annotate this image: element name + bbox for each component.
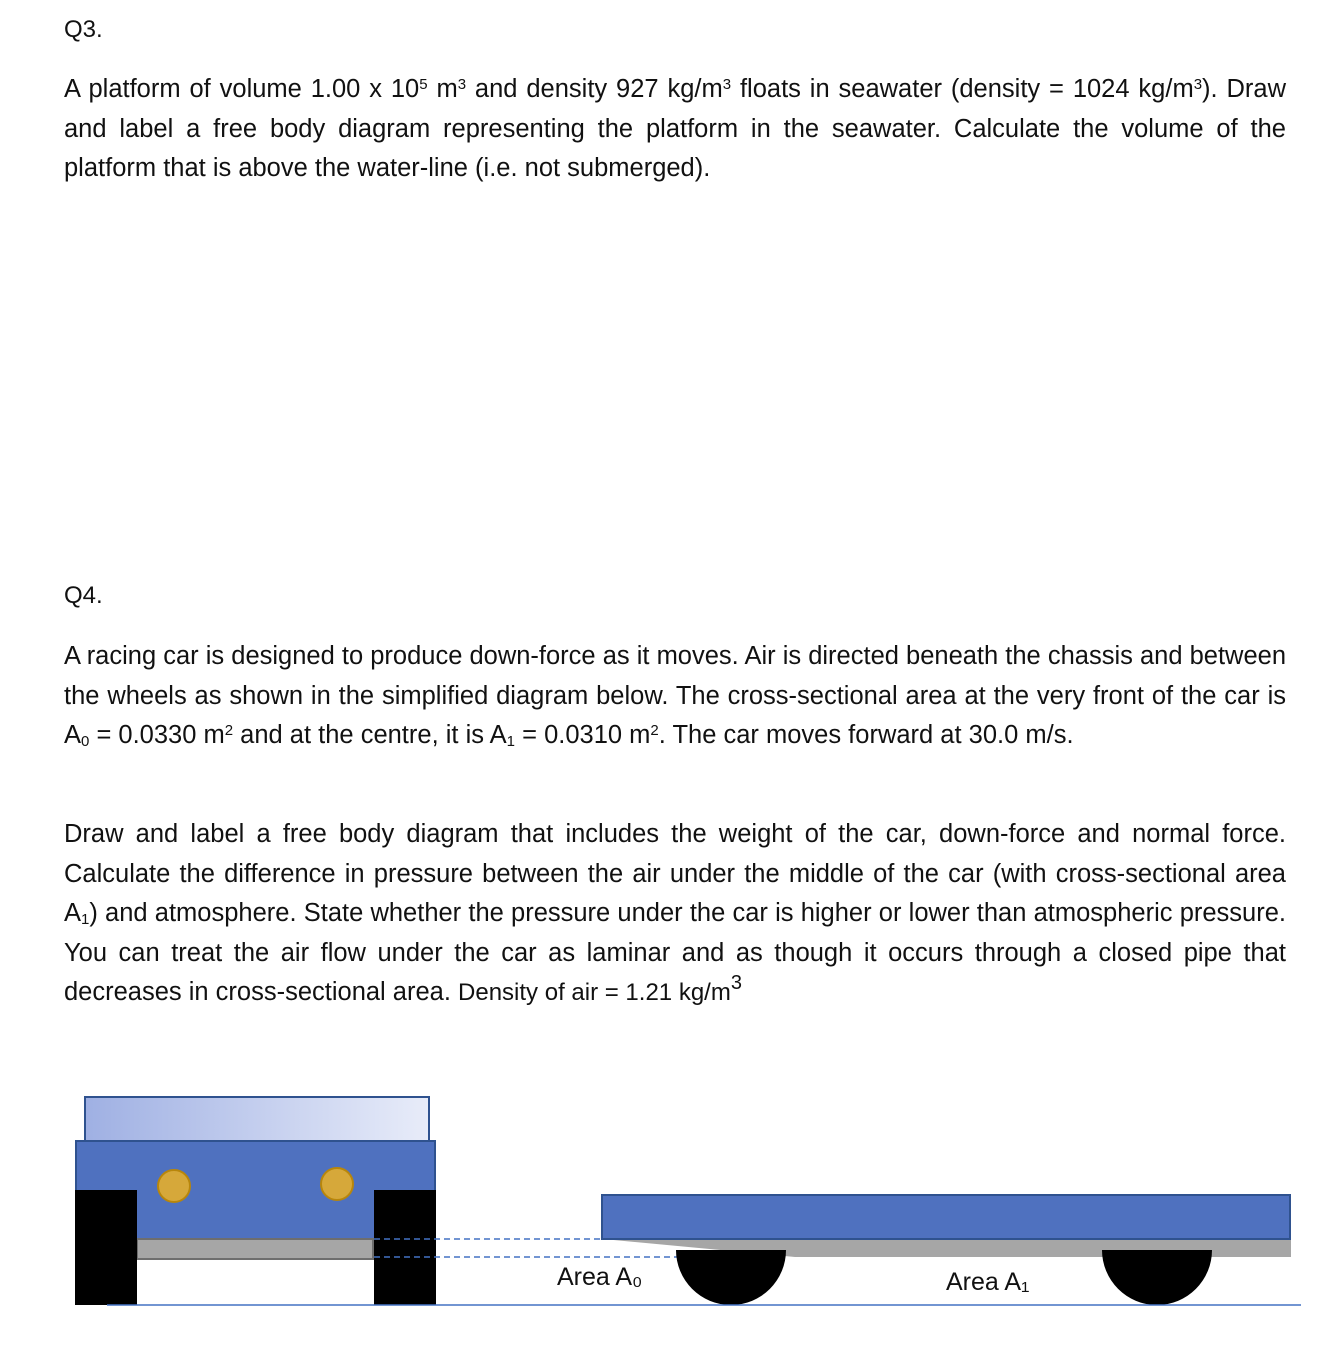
question-4-paragraph-1: A racing car is designed to produce down-force as it moves. Air is directed beneath the chassis and between the wheels as shown in the simplified diagram below. The cross-sectional area at the very front of the car is $A_0 = 0.0330$ $m^2$ and at the centre, it is $A_1 = 0.0310$ $m^2$. The car moves forward at 30.0 m/s. <box>64 642 1286 750</box>
question-3-label: Q3. <box>64 16 103 43</box>
windscreen <box>85 1097 429 1143</box>
car-front-view <box>75 1097 436 1305</box>
area-a0-label: Area A₀ <box>557 1263 643 1291</box>
side-body <box>602 1195 1290 1239</box>
question-3-text: A platform of volume 1.00 x $10^5$ $m^3$ and density 927 $kg/m^3$ floats in seawater (density = 1024 $kg/m^3$). Draw and label a free body diagram representing the platform in the seawater. Calculate the volume of the platform that is above the water-line (i.e. not submerged). <box>64 75 1287 182</box>
right-front-wheel <box>374 1190 436 1305</box>
question-4-paragraph-2: Draw and label a free body diagram that includes the weight of the car, down-force and normal force. Calculate the difference in pressure between the air under the middle of the car (with cross-sectional area $A_1$) and atmosphere. State whether the pressure under the car is higher or lower than atmospheric pressure. You can treat the air flow under the car as laminar and as though it occurs through a closed pipe that decreases in cross-sectional area. Density of air = 1.21 $kg/m^3$ <box>64 820 1286 1006</box>
side-front-wheel <box>676 1250 786 1305</box>
question-4-label: Q4. <box>64 582 103 609</box>
left-headlight <box>158 1170 190 1202</box>
side-rear-wheel <box>1102 1250 1212 1305</box>
area-a1-label: Area A₁ <box>946 1268 1030 1296</box>
left-front-wheel <box>75 1190 137 1305</box>
right-headlight <box>321 1168 353 1200</box>
racing-car-diagram <box>0 1080 1344 1340</box>
front-underbody-plate <box>137 1239 373 1259</box>
